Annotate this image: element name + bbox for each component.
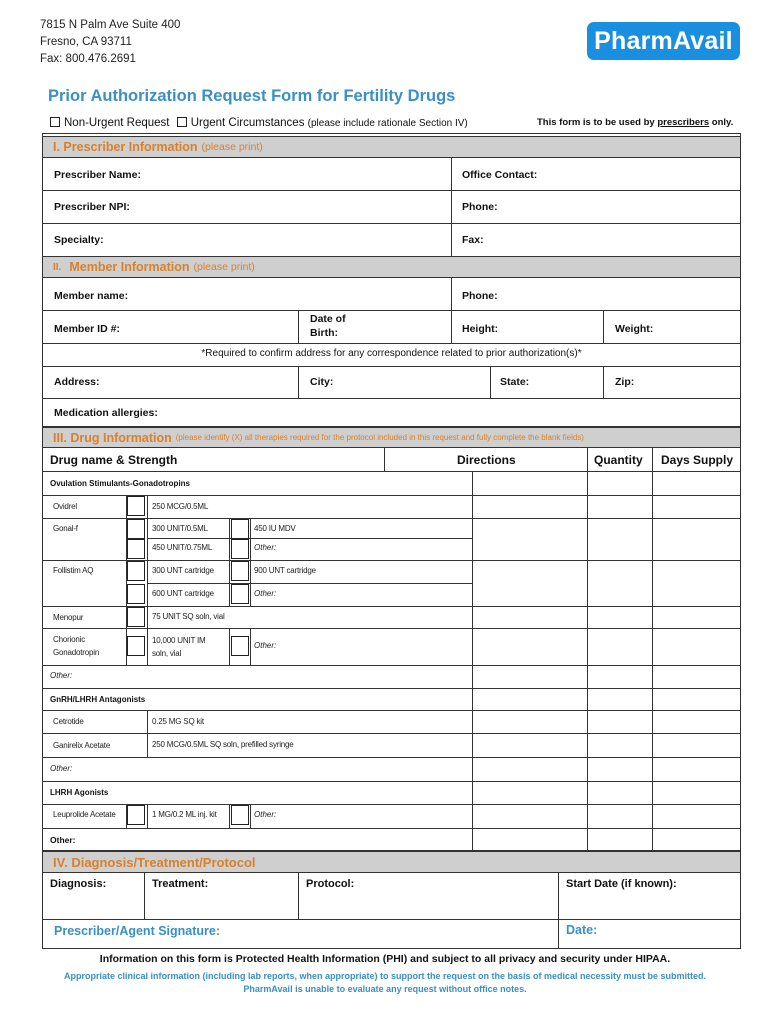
prescriber-signature-label: Prescriber/Agent Signature:	[54, 924, 221, 938]
gonalf-dose-1: 300 UNIT/0.5ML	[152, 524, 208, 533]
state-label: State:	[500, 376, 530, 388]
prescriber-name-label: Prescriber Name:	[54, 169, 141, 181]
address-required-note: *Required to confirm address for any correspondence related to prior authorization(s)*	[201, 348, 582, 359]
rule	[587, 448, 588, 850]
rule	[147, 583, 473, 584]
rule	[298, 310, 299, 343]
leuprolide-checkbox[interactable]	[127, 805, 145, 825]
non-urgent-label: Non-Urgent Request	[64, 117, 170, 129]
pharmavail-logo: PharmAvail	[587, 22, 740, 60]
rule	[451, 278, 452, 343]
zip-label: Zip:	[615, 376, 635, 388]
leuprolide-name: Leuprolide Acetate	[53, 810, 116, 819]
section-3-note: (please identify (X) all therapies required for the protocol included in this request and fully complete the blank fields)	[175, 433, 584, 442]
address-line-1: 7815 N Palm Ave Suite 400	[40, 19, 181, 31]
prescriber-phone-label: Phone:	[462, 201, 498, 213]
follistim-dose-3: 600 UNT cartridge	[152, 589, 214, 598]
fax-number: Fax: 800.476.2691	[40, 53, 136, 65]
chorionic-dose-line-1: 10,000 UNIT IM	[152, 636, 206, 645]
address-line-2: Fresno, CA 93711	[40, 36, 132, 48]
rule	[42, 398, 741, 399]
rule	[147, 710, 148, 757]
gnrh-antagonists-header: GnRH/LHRH Antagonists	[50, 695, 146, 704]
rule	[147, 495, 148, 665]
form-title: Prior Authorization Request Form for Fertility Drugs	[48, 87, 456, 105]
dob-line-1: Date of	[310, 313, 346, 325]
ovidrel-dose: 250 MCG/0.5ML	[152, 502, 209, 511]
ganirelix-dose: 250 MCG/0.5ML SQ soln, prefilled syringe	[152, 740, 294, 749]
rule	[603, 366, 604, 398]
section-1-header	[42, 136, 741, 158]
urgent-note: (please include rationale Section IV)	[307, 118, 468, 129]
date-of-birth-label	[310, 312, 346, 340]
rule	[144, 873, 145, 919]
follistim-other-label: Other:	[254, 589, 277, 598]
gonalf-dose-3: 450 UNIT/0.75ML	[152, 543, 213, 552]
prescriber-note-suffix: only.	[709, 117, 734, 128]
leuprolide-other-label: Other:	[254, 810, 277, 819]
rule	[490, 366, 491, 398]
gonalf-450unit-checkbox[interactable]	[127, 539, 145, 559]
city-label: City:	[310, 376, 334, 388]
diagnosis-label: Diagnosis:	[50, 878, 107, 890]
lhrh-other-label: Other:	[50, 835, 76, 845]
section-2-number: II.	[53, 261, 62, 273]
section-3-header	[42, 427, 741, 448]
section-1-title: I. Prescriber Information	[53, 140, 198, 154]
prescriber-npi-label: Prescriber NPI:	[54, 201, 130, 213]
gnrh-other-label: Other:	[50, 764, 73, 773]
drug-name-column-header: Drug name & Strength	[50, 453, 178, 467]
follistim-900-checkbox[interactable]	[231, 561, 249, 581]
ovulation-other-label: Other:	[50, 671, 73, 680]
rule	[558, 873, 559, 949]
follistim-other-checkbox[interactable]	[231, 584, 249, 604]
chorionic-name-line-2: Gonadotropin	[53, 648, 100, 657]
office-contact-label: Office Contact:	[462, 169, 538, 181]
gonalf-dose-2: 450 IU MDV	[254, 524, 296, 533]
specialty-label: Specialty:	[54, 234, 104, 246]
section-2-title: Member Information	[69, 260, 190, 274]
gonalf-300-checkbox[interactable]	[127, 519, 145, 539]
urgent-label: Urgent Circumstances	[190, 117, 305, 129]
quantity-column-header: Quantity	[594, 453, 643, 467]
ovidrel-checkbox[interactable]	[127, 496, 145, 516]
rule	[147, 538, 473, 539]
member-name-label: Member name:	[54, 290, 129, 302]
rule	[451, 158, 452, 256]
follistim-600-checkbox[interactable]	[127, 584, 145, 604]
follistim-dose-1: 300 UNT cartridge	[152, 566, 214, 575]
chorionic-name	[53, 633, 99, 659]
rule	[229, 804, 230, 828]
prescriber-fax-label: Fax:	[462, 234, 484, 246]
chorionic-dose-line-2: soln, vial	[152, 649, 182, 658]
prescriber-note-prefix: This form is to be used by	[537, 117, 658, 128]
address-label: Address:	[54, 376, 100, 388]
leuprolide-dose: 1 MG/0.2 ML inj. kit	[152, 810, 217, 819]
rule	[229, 628, 230, 665]
urgency-options	[50, 117, 468, 129]
section-3-title: III. Drug Information	[53, 430, 172, 445]
gonalf-name: Gonal-f	[53, 524, 78, 533]
follistim-dose-2: 900 UNT cartridge	[254, 566, 316, 575]
height-label: Height:	[462, 323, 499, 335]
rule	[42, 919, 741, 920]
prescriber-note-emphasis: prescribers	[657, 117, 710, 128]
rule	[147, 804, 148, 828]
rule	[298, 873, 299, 919]
pharmacy-address	[40, 17, 180, 68]
rule	[603, 310, 604, 343]
cetrotide-dose: 0.25 MG SQ kit	[152, 717, 204, 726]
rule	[42, 665, 741, 666]
member-id-label: Member ID #:	[54, 323, 120, 335]
days-supply-column-header: Days Supply	[661, 453, 734, 467]
weight-label: Weight:	[615, 323, 654, 335]
leuprolide-other-checkbox[interactable]	[231, 805, 249, 825]
section-1-note: (please print)	[201, 141, 263, 153]
rule	[42, 343, 741, 344]
ovidrel-name: Ovidrel	[53, 502, 77, 511]
rule	[42, 310, 741, 311]
chorionic-other-label: Other:	[254, 641, 277, 650]
rule	[229, 518, 230, 606]
gonalf-450iu-checkbox[interactable]	[231, 519, 249, 539]
non-urgent-checkbox[interactable]	[50, 117, 60, 127]
cetrotide-name: Cetrotide	[53, 717, 84, 726]
rule	[250, 518, 251, 606]
prescriber-only-note	[537, 117, 733, 128]
menopur-dose: 75 UNIT SQ soln, vial	[152, 612, 225, 621]
treatment-label: Treatment:	[152, 878, 209, 890]
menopur-name: Menopur	[53, 613, 84, 622]
chorionic-dose	[152, 634, 206, 660]
rule	[42, 223, 741, 224]
rule	[42, 781, 741, 782]
protocol-label: Protocol:	[306, 878, 355, 890]
menopur-checkbox[interactable]	[127, 607, 145, 627]
directions-column-header: Directions	[457, 453, 516, 467]
rule	[472, 472, 473, 850]
dob-line-2: Birth:	[310, 327, 338, 339]
member-phone-label: Phone:	[462, 290, 498, 302]
rule	[42, 471, 741, 472]
phi-notice: Information on this form is Protected Health Information (PHI) and subject to all privacy and security under HIPAA.	[99, 953, 671, 965]
section-2-header	[42, 256, 741, 278]
rule	[42, 688, 741, 689]
rule	[42, 828, 741, 829]
chorionic-other-checkbox[interactable]	[231, 636, 249, 656]
rule	[42, 757, 741, 758]
rule	[384, 448, 385, 472]
rule	[298, 366, 299, 398]
ovulation-stimulants-header: Ovulation Stimulants-Gonadotropins	[50, 479, 190, 488]
start-date-label: Start Date (if known):	[566, 878, 677, 890]
section-4-title: IV. Diagnosis/Treatment/Protocol	[53, 854, 256, 870]
rule	[250, 804, 251, 828]
lhrh-agonists-header: LHRH Agonists	[50, 788, 109, 797]
follistim-300-checkbox[interactable]	[127, 561, 145, 581]
gonalf-other-checkbox[interactable]	[231, 539, 249, 559]
rule	[652, 448, 653, 850]
rule	[42, 366, 741, 367]
chorionic-checkbox[interactable]	[127, 636, 145, 656]
rule	[42, 190, 741, 191]
follistim-name: Follistim AQ	[53, 566, 94, 575]
section-4-header	[42, 851, 741, 873]
signature-date-label: Date:	[566, 923, 598, 937]
ganirelix-name: Ganirelix Acetate	[53, 741, 111, 750]
clinical-info-notice: Appropriate clinical information (including lab reports, when appropriate) to support the request on the basis of medical necessity must be submitted. PharmAvail is unable to evaluate any request without office notes.	[63, 971, 707, 994]
chorionic-name-line-1: Chorionic	[53, 635, 85, 644]
gonalf-other-label: Other:	[254, 543, 277, 552]
medication-allergies-label: Medication allergies:	[54, 407, 158, 419]
section-2-note: (please print)	[193, 261, 255, 273]
rule	[250, 628, 251, 665]
urgent-checkbox[interactable]	[177, 117, 187, 127]
